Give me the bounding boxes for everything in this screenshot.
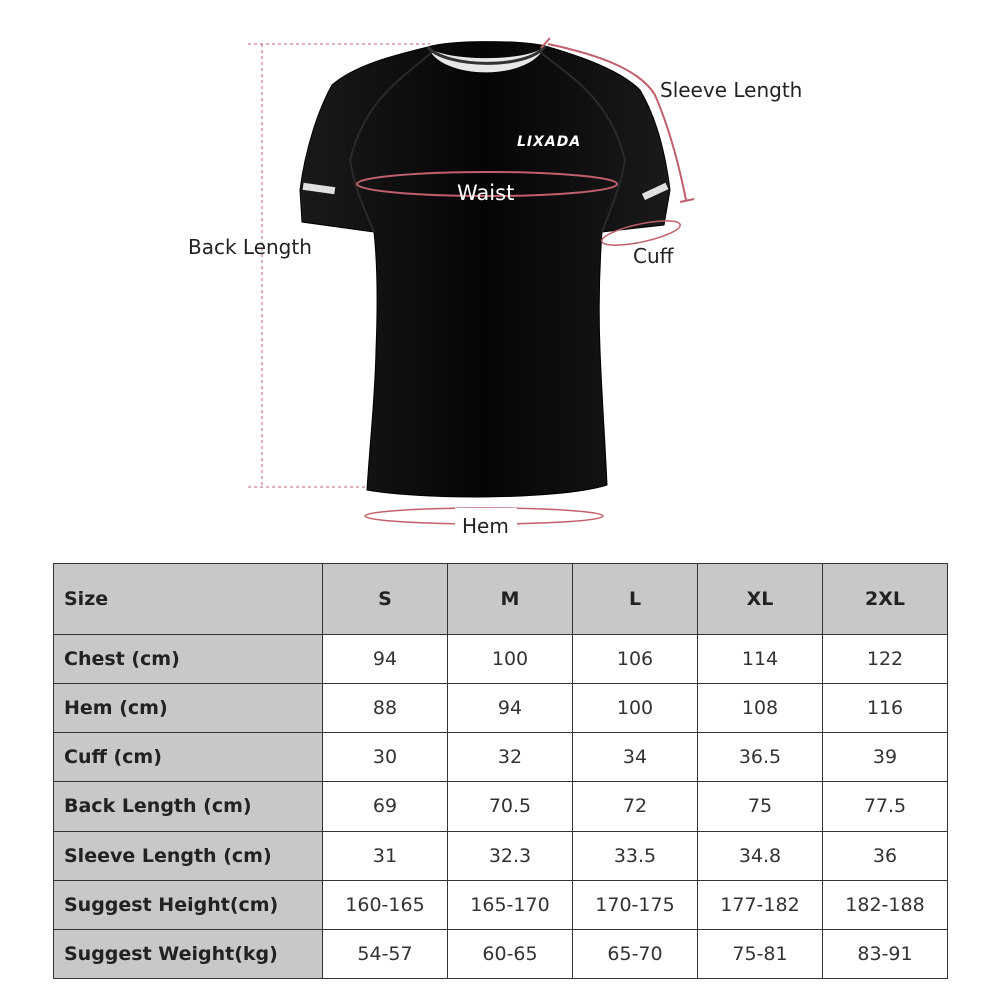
table-cell: 54-57 [323, 929, 448, 978]
table-cell: 36 [823, 831, 948, 880]
size-col-header: 2XL [823, 564, 948, 635]
table-cell: 100 [448, 635, 573, 684]
table-cell: 32.3 [448, 831, 573, 880]
row-label: Sleeve Length (cm) [54, 831, 323, 880]
table-cell: 34.8 [698, 831, 823, 880]
size-header-row [54, 564, 948, 635]
hem-label: Hem [462, 514, 509, 538]
table-cell: 94 [323, 635, 448, 684]
table-cell: 31 [323, 831, 448, 880]
size-col-header: S [323, 564, 448, 635]
size-chart-table [53, 563, 948, 979]
table-cell: 114 [698, 635, 823, 684]
table-cell: 60-65 [448, 929, 573, 978]
table-cell: 83-91 [823, 929, 948, 978]
table-cell: 65-70 [573, 929, 698, 978]
back-length-label: Back Length [188, 235, 312, 259]
table-cell: 30 [323, 733, 448, 782]
sleeve-length-label: Sleeve Length [660, 78, 803, 102]
table-row [54, 635, 948, 684]
shirt-shape [300, 42, 670, 497]
table-cell: 94 [448, 684, 573, 733]
table-cell: 36.5 [698, 733, 823, 782]
table-cell: 100 [573, 684, 698, 733]
brand-logo: LIXADA [517, 134, 582, 150]
row-label: Chest (cm) [54, 635, 323, 684]
cuff-label: Cuff [633, 244, 674, 268]
table-cell: 122 [823, 635, 948, 684]
size-col-header: M [448, 564, 573, 635]
table-row [54, 684, 948, 733]
table-row [54, 733, 948, 782]
table-cell: 116 [823, 684, 948, 733]
row-label: Suggest Height(cm) [54, 880, 323, 929]
tshirt-illustration [300, 42, 670, 497]
table-cell: 165-170 [448, 880, 573, 929]
table-cell: 108 [698, 684, 823, 733]
table-row [54, 782, 948, 831]
table-row [54, 880, 948, 929]
table-cell: 32 [448, 733, 573, 782]
table-cell: 170-175 [573, 880, 698, 929]
table-cell: 88 [323, 684, 448, 733]
table-cell: 160-165 [323, 880, 448, 929]
table-cell: 177-182 [698, 880, 823, 929]
row-label: Hem (cm) [54, 684, 323, 733]
table-cell: 39 [823, 733, 948, 782]
table-cell: 75-81 [698, 929, 823, 978]
size-corner-label: Size [54, 564, 323, 635]
size-col-header: XL [698, 564, 823, 635]
table-cell: 75 [698, 782, 823, 831]
table-row [54, 929, 948, 978]
table-cell: 70.5 [448, 782, 573, 831]
table-cell: 77.5 [823, 782, 948, 831]
row-label: Cuff (cm) [54, 733, 323, 782]
table-cell: 182-188 [823, 880, 948, 929]
table-cell: 72 [573, 782, 698, 831]
waist-label: Waist [457, 181, 515, 205]
table-cell: 33.5 [573, 831, 698, 880]
row-label: Back Length (cm) [54, 782, 323, 831]
table-row [54, 831, 948, 880]
size-col-header: L [573, 564, 698, 635]
table-cell: 106 [573, 635, 698, 684]
row-label: Suggest Weight(kg) [54, 929, 323, 978]
table-cell: 34 [573, 733, 698, 782]
table-cell: 69 [323, 782, 448, 831]
